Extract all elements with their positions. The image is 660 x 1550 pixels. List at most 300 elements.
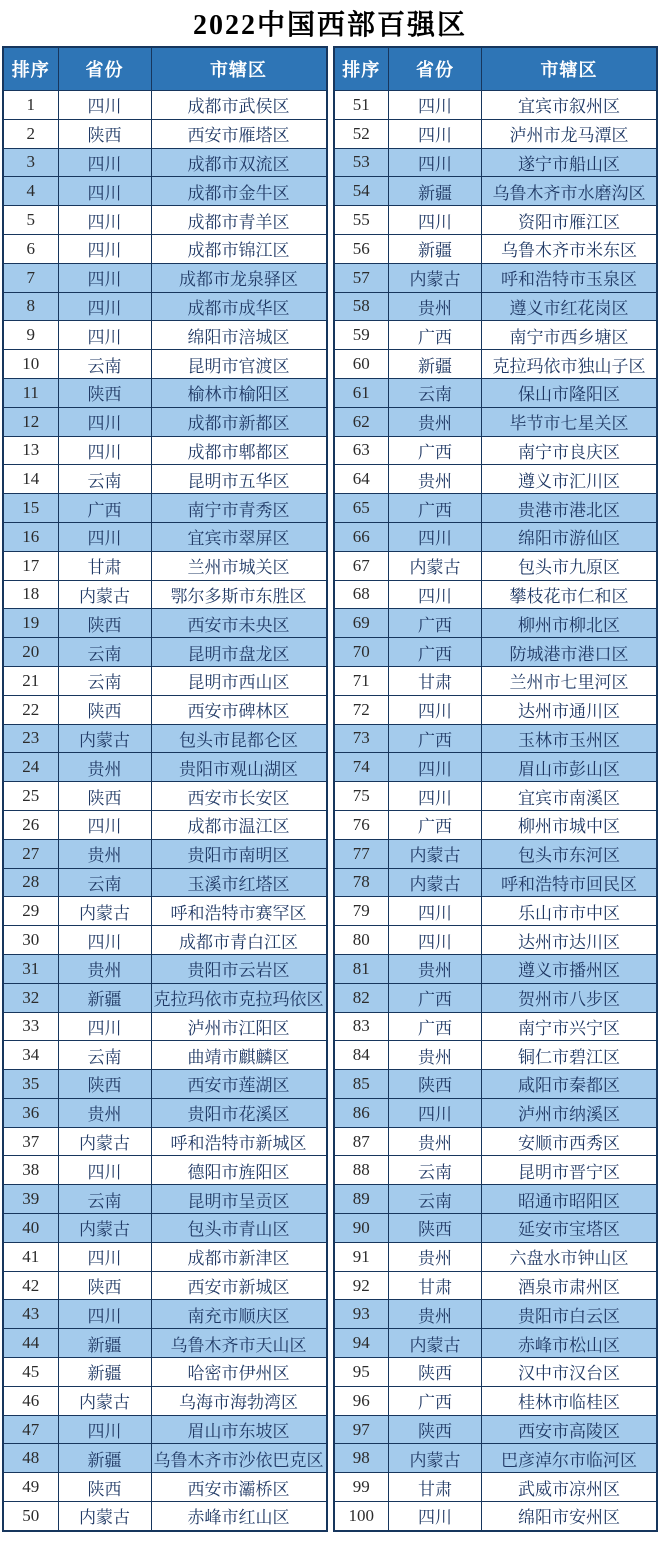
province-cell: 云南 [58,465,151,494]
province-cell: 内蒙古 [389,839,482,868]
district-cell: 成都市郫都区 [151,436,327,465]
province-cell: 云南 [389,1185,482,1214]
province-cell: 四川 [389,119,482,148]
province-cell: 四川 [58,1012,151,1041]
district-cell: 贵港市港北区 [482,494,658,523]
district-cell: 达州市达川区 [482,926,658,955]
table-row [3,724,327,753]
table-row [334,1386,658,1415]
rank-cell: 40 [3,1214,58,1243]
table-row [334,1415,658,1444]
table-row [334,1329,658,1358]
rank-cell: 53 [334,148,389,177]
district-cell: 成都市新津区 [151,1242,327,1271]
table-row [334,897,658,926]
province-cell: 四川 [58,1242,151,1271]
province-cell: 云南 [389,378,482,407]
province-cell: 四川 [389,782,482,811]
province-cell: 新疆 [58,983,151,1012]
province-cell: 内蒙古 [389,1329,482,1358]
rank-cell: 45 [3,1358,58,1387]
column-header-province: 省份 [389,47,482,91]
rank-cell: 84 [334,1041,389,1070]
rank-cell: 35 [3,1070,58,1099]
table-row [334,1358,658,1387]
table-row [3,753,327,782]
rank-cell: 2 [3,119,58,148]
table-row [334,263,658,292]
rank-cell: 52 [334,119,389,148]
district-cell: 包头市九原区 [482,551,658,580]
province-cell: 贵州 [389,954,482,983]
district-cell: 南宁市兴宁区 [482,1012,658,1041]
column-header-rank: 排序 [3,47,58,91]
province-cell: 贵州 [58,839,151,868]
rank-cell: 96 [334,1386,389,1415]
rank-cell: 15 [3,494,58,523]
province-cell: 四川 [58,206,151,235]
rank-cell: 85 [334,1070,389,1099]
ranking-tables [0,46,660,1532]
province-cell: 甘肃 [58,551,151,580]
province-cell: 四川 [58,1300,151,1329]
province-cell: 贵州 [58,954,151,983]
rank-cell: 54 [334,177,389,206]
table-row [3,465,327,494]
table-row [3,782,327,811]
district-cell: 桂林市临桂区 [482,1386,658,1415]
district-cell: 乌鲁木齐市天山区 [151,1329,327,1358]
district-cell: 乌鲁木齐市水磨沟区 [482,177,658,206]
table-row [3,91,327,120]
table-row [3,119,327,148]
rank-cell: 36 [3,1098,58,1127]
table-row [334,494,658,523]
district-cell: 包头市昆都仑区 [151,724,327,753]
header-row [334,47,658,91]
rank-cell: 14 [3,465,58,494]
rank-cell: 7 [3,263,58,292]
rank-cell: 39 [3,1185,58,1214]
table-row [3,321,327,350]
table-row [334,1070,658,1099]
province-cell: 四川 [58,926,151,955]
rank-cell: 19 [3,609,58,638]
table-row [334,666,658,695]
table-row [334,1300,658,1329]
rank-cell: 86 [334,1098,389,1127]
table-row [334,609,658,638]
table-row [3,206,327,235]
district-cell: 昆明市五华区 [151,465,327,494]
province-cell: 云南 [58,1041,151,1070]
rank-cell: 21 [3,666,58,695]
district-cell: 成都市青白江区 [151,926,327,955]
province-cell: 陕西 [389,1358,482,1387]
table-row [3,695,327,724]
province-cell: 贵州 [389,292,482,321]
district-cell: 乌海市海勃湾区 [151,1386,327,1415]
rank-cell: 23 [3,724,58,753]
district-cell: 昭通市昭阳区 [482,1185,658,1214]
province-cell: 四川 [58,321,151,350]
district-cell: 遵义市汇川区 [482,465,658,494]
province-cell: 陕西 [58,609,151,638]
province-cell: 新疆 [58,1329,151,1358]
district-cell: 柳州市柳北区 [482,609,658,638]
province-cell: 贵州 [58,753,151,782]
table-row [3,839,327,868]
table-row [3,954,327,983]
rank-cell: 24 [3,753,58,782]
district-cell: 贺州市八步区 [482,983,658,1012]
district-cell: 赤峰市红山区 [151,1502,327,1531]
table-row [3,1214,327,1243]
table-row [334,177,658,206]
table-row [334,292,658,321]
district-cell: 贵阳市南明区 [151,839,327,868]
table-row [3,1386,327,1415]
district-cell: 眉山市东坡区 [151,1415,327,1444]
table-row [334,91,658,120]
rank-cell: 11 [3,378,58,407]
district-cell: 巴彦淖尔市临河区 [482,1444,658,1473]
district-cell: 西安市未央区 [151,609,327,638]
district-cell: 西安市雁塔区 [151,119,327,148]
district-cell: 乌鲁木齐市沙依巴克区 [151,1444,327,1473]
table-row [334,1502,658,1531]
rank-cell: 98 [334,1444,389,1473]
district-cell: 西安市莲湖区 [151,1070,327,1099]
rank-cell: 5 [3,206,58,235]
rank-cell: 44 [3,1329,58,1358]
table-row [334,1444,658,1473]
province-cell: 四川 [58,292,151,321]
district-cell: 柳州市城中区 [482,810,658,839]
province-cell: 陕西 [389,1214,482,1243]
table-row [334,1242,658,1271]
table-row [3,666,327,695]
province-cell: 新疆 [389,177,482,206]
rank-cell: 59 [334,321,389,350]
province-cell: 四川 [58,1415,151,1444]
district-cell: 兰州市七里河区 [482,666,658,695]
province-cell: 四川 [58,263,151,292]
district-cell: 成都市锦江区 [151,234,327,263]
province-cell: 云南 [58,638,151,667]
table-row [334,638,658,667]
table-row [3,1041,327,1070]
rank-cell: 78 [334,868,389,897]
province-cell: 四川 [389,1502,482,1531]
province-cell: 广西 [389,1012,482,1041]
table-row [334,580,658,609]
province-cell: 陕西 [389,1070,482,1099]
table-row [3,1358,327,1387]
table-row [334,782,658,811]
district-cell: 成都市金牛区 [151,177,327,206]
rank-cell: 9 [3,321,58,350]
table-row [334,983,658,1012]
district-cell: 泸州市龙马潭区 [482,119,658,148]
district-cell: 贵阳市白云区 [482,1300,658,1329]
table-row [334,810,658,839]
table-row [334,1156,658,1185]
province-cell: 贵州 [389,1300,482,1329]
rank-cell: 77 [334,839,389,868]
district-cell: 乐山市市中区 [482,897,658,926]
province-cell: 广西 [58,494,151,523]
province-cell: 广西 [389,494,482,523]
rank-cell: 47 [3,1415,58,1444]
table-row [334,695,658,724]
district-cell: 安顺市西秀区 [482,1127,658,1156]
province-cell: 四川 [389,91,482,120]
district-cell: 西安市灞桥区 [151,1473,327,1502]
district-cell: 成都市武侯区 [151,91,327,120]
table-row [3,551,327,580]
district-cell: 德阳市旌阳区 [151,1156,327,1185]
district-cell: 呼和浩特市玉泉区 [482,263,658,292]
district-cell: 咸阳市秦都区 [482,1070,658,1099]
table-row [334,926,658,955]
table-row [334,378,658,407]
table-row [3,407,327,436]
province-cell: 新疆 [389,234,482,263]
province-cell: 广西 [389,638,482,667]
province-cell: 新疆 [389,350,482,379]
rank-cell: 18 [3,580,58,609]
table-row [3,1444,327,1473]
district-cell: 绵阳市游仙区 [482,522,658,551]
province-cell: 四川 [389,897,482,926]
district-cell: 赤峰市松山区 [482,1329,658,1358]
province-cell: 贵州 [389,407,482,436]
province-cell: 四川 [58,177,151,206]
province-cell: 贵州 [389,465,482,494]
rank-cell: 13 [3,436,58,465]
district-cell: 宜宾市翠屏区 [151,522,327,551]
province-cell: 四川 [58,810,151,839]
rank-cell: 92 [334,1271,389,1300]
rank-cell: 81 [334,954,389,983]
province-cell: 广西 [389,436,482,465]
district-cell: 成都市温江区 [151,810,327,839]
table-row [334,1271,658,1300]
rank-cell: 72 [334,695,389,724]
province-cell: 陕西 [58,1271,151,1300]
district-cell: 遂宁市船山区 [482,148,658,177]
table-row [334,1098,658,1127]
ranking-table-right [333,46,659,1532]
province-cell: 内蒙古 [58,1386,151,1415]
table-row [3,1070,327,1099]
column-header-rank: 排序 [334,47,389,91]
table-row [3,494,327,523]
province-cell: 贵州 [389,1242,482,1271]
table-row [334,724,658,753]
district-cell: 南宁市西乡塘区 [482,321,658,350]
province-cell: 内蒙古 [58,1214,151,1243]
district-cell: 铜仁市碧江区 [482,1041,658,1070]
province-cell: 新疆 [58,1444,151,1473]
table-row [334,1214,658,1243]
table-row [334,119,658,148]
district-cell: 成都市龙泉驿区 [151,263,327,292]
table-row [3,292,327,321]
rank-cell: 8 [3,292,58,321]
district-cell: 西安市碑林区 [151,695,327,724]
rank-cell: 17 [3,551,58,580]
district-cell: 南充市顺庆区 [151,1300,327,1329]
district-cell: 泸州市江阳区 [151,1012,327,1041]
province-cell: 陕西 [58,119,151,148]
rank-cell: 75 [334,782,389,811]
table-row [3,580,327,609]
table-row [3,1242,327,1271]
table-row [3,609,327,638]
rank-cell: 91 [334,1242,389,1271]
rank-cell: 38 [3,1156,58,1185]
rank-cell: 43 [3,1300,58,1329]
table-row [334,234,658,263]
province-cell: 甘肃 [389,1271,482,1300]
district-cell: 武威市凉州区 [482,1473,658,1502]
table-row [3,263,327,292]
table-row [334,954,658,983]
province-cell: 云南 [58,868,151,897]
district-cell: 宜宾市南溪区 [482,782,658,811]
district-cell: 西安市长安区 [151,782,327,811]
rank-cell: 67 [334,551,389,580]
province-cell: 陕西 [58,782,151,811]
table-row [334,1041,658,1070]
table-row [334,1473,658,1502]
table-row [3,926,327,955]
rank-cell: 74 [334,753,389,782]
table-row [334,436,658,465]
district-cell: 眉山市彭山区 [482,753,658,782]
province-cell: 内蒙古 [58,1127,151,1156]
district-cell: 乌鲁木齐市米东区 [482,234,658,263]
rank-cell: 89 [334,1185,389,1214]
column-header-province: 省份 [58,47,151,91]
table-row [3,1185,327,1214]
rank-cell: 1 [3,91,58,120]
table-row [334,1127,658,1156]
district-cell: 保山市隆阳区 [482,378,658,407]
rank-cell: 63 [334,436,389,465]
province-cell: 甘肃 [389,1473,482,1502]
rank-cell: 41 [3,1242,58,1271]
table-row [3,1473,327,1502]
rank-cell: 28 [3,868,58,897]
district-cell: 玉林市玉州区 [482,724,658,753]
rank-cell: 71 [334,666,389,695]
table-row [3,1098,327,1127]
district-cell: 贵阳市云岩区 [151,954,327,983]
page-title: 2022中国西部百强区 [192,10,467,41]
table-row [334,868,658,897]
rank-cell: 100 [334,1502,389,1531]
rank-cell: 55 [334,206,389,235]
rank-cell: 31 [3,954,58,983]
district-cell: 遵义市播州区 [482,954,658,983]
table-row [3,638,327,667]
rank-cell: 62 [334,407,389,436]
rank-cell: 42 [3,1271,58,1300]
table-row [334,551,658,580]
table-row [334,350,658,379]
table-row [334,407,658,436]
district-cell: 六盘水市钟山区 [482,1242,658,1271]
district-cell: 贵阳市观山湖区 [151,753,327,782]
province-cell: 四川 [58,1156,151,1185]
province-cell: 四川 [58,522,151,551]
province-cell: 广西 [389,983,482,1012]
table-row [3,1329,327,1358]
table-row [3,1127,327,1156]
province-cell: 内蒙古 [389,1444,482,1473]
district-cell: 成都市双流区 [151,148,327,177]
table-row [3,522,327,551]
table-row [3,234,327,263]
table-row [334,839,658,868]
rank-cell: 51 [334,91,389,120]
table-row [334,1185,658,1214]
rank-cell: 61 [334,378,389,407]
district-cell: 兰州市城关区 [151,551,327,580]
province-cell: 陕西 [58,695,151,724]
district-cell: 克拉玛依市独山子区 [482,350,658,379]
rank-cell: 82 [334,983,389,1012]
district-cell: 哈密市伊州区 [151,1358,327,1387]
rank-cell: 80 [334,926,389,955]
district-cell: 贵阳市花溪区 [151,1098,327,1127]
rank-cell: 10 [3,350,58,379]
district-cell: 呼和浩特市回民区 [482,868,658,897]
rank-cell: 99 [334,1473,389,1502]
district-cell: 攀枝花市仁和区 [482,580,658,609]
province-cell: 四川 [58,234,151,263]
district-cell: 资阳市雁江区 [482,206,658,235]
column-header-district: 市辖区 [482,47,658,91]
province-cell: 陕西 [58,1473,151,1502]
rank-cell: 4 [3,177,58,206]
rank-cell: 34 [3,1041,58,1070]
rank-cell: 87 [334,1127,389,1156]
rank-cell: 57 [334,263,389,292]
table-row [3,1271,327,1300]
district-cell: 西安市新城区 [151,1271,327,1300]
district-cell: 昆明市官渡区 [151,350,327,379]
column-header-district: 市辖区 [151,47,327,91]
province-cell: 内蒙古 [58,580,151,609]
rank-cell: 12 [3,407,58,436]
rank-cell: 97 [334,1415,389,1444]
province-cell: 贵州 [389,1041,482,1070]
province-cell: 贵州 [389,1127,482,1156]
district-cell: 遵义市红花岗区 [482,292,658,321]
province-cell: 四川 [389,695,482,724]
district-cell: 昆明市西山区 [151,666,327,695]
province-cell: 四川 [389,148,482,177]
province-cell: 新疆 [58,1358,151,1387]
province-cell: 广西 [389,321,482,350]
table-row [3,983,327,1012]
district-cell: 绵阳市涪城区 [151,321,327,350]
province-cell: 陕西 [58,1070,151,1099]
